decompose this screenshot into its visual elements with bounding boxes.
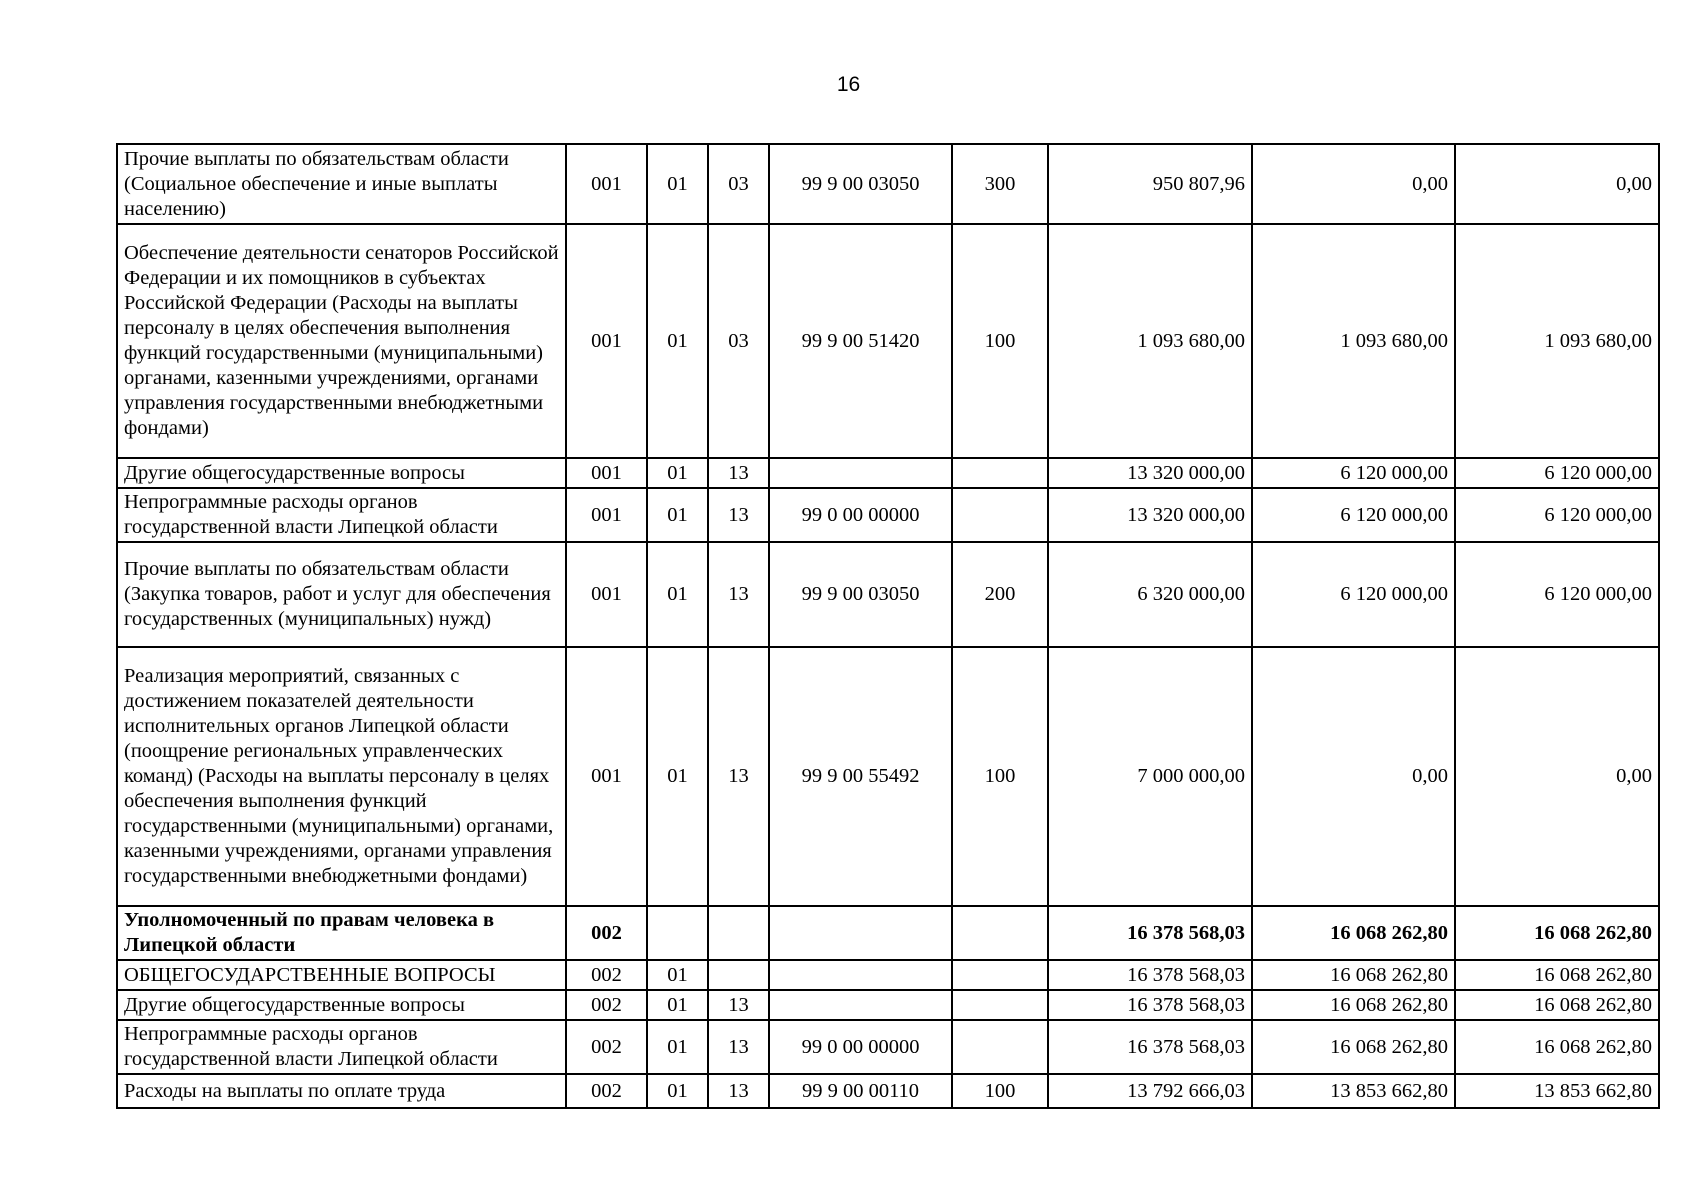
amount-year-1-cell: 7 000 000,00 <box>1048 647 1252 906</box>
expense-type-cell: 200 <box>952 542 1048 647</box>
grbs-code-cell: 001 <box>566 224 647 458</box>
amount-year-1-cell: 950 807,96 <box>1048 144 1252 224</box>
subsection-code-cell: 13 <box>708 647 769 906</box>
expense-type-cell <box>952 990 1048 1020</box>
amount-year-1-cell: 16 378 568,03 <box>1048 1020 1252 1074</box>
section-code-cell: 01 <box>647 960 708 990</box>
expense-type-cell <box>952 906 1048 960</box>
subsection-code-cell: 13 <box>708 1020 769 1074</box>
amount-year-1-cell: 16 378 568,03 <box>1048 960 1252 990</box>
expense-name-cell: Обеспечение деятельности сенаторов Российской Федерации и их помощников в субъектах Российской Федерации (Расходы на выплаты персоналу в целях обеспечения выполнения функций государственными (муниципальными) органами, казенными учреждениями, органами управления государственными внебюджетными фондами) <box>117 224 566 458</box>
grbs-code-cell: 002 <box>566 906 647 960</box>
amount-year-1-cell: 16 378 568,03 <box>1048 990 1252 1020</box>
grbs-code-cell: 001 <box>566 542 647 647</box>
amount-year-1-cell: 13 320 000,00 <box>1048 458 1252 488</box>
amount-year-1-cell: 13 320 000,00 <box>1048 488 1252 542</box>
target-article-cell: 99 9 00 03050 <box>769 542 952 647</box>
expense-type-cell: 100 <box>952 224 1048 458</box>
amount-year-3-cell: 0,00 <box>1455 144 1659 224</box>
table-row <box>117 990 1659 1020</box>
amount-year-2-cell: 16 068 262,80 <box>1252 990 1455 1020</box>
target-article-cell <box>769 990 952 1020</box>
amount-year-3-cell: 16 068 262,80 <box>1455 990 1659 1020</box>
expense-name-cell: Реализация мероприятий, связанных с достижением показателей деятельности исполнительных органов Липецкой области (поощрение региональных управленческих команд) (Расходы на выплаты персоналу в целях обеспечения выполнения функций государственными (муниципальными) органами, казенными учреждениями, органами управления государственными внебюджетными фондами) <box>117 647 566 906</box>
table-row <box>117 960 1659 990</box>
amount-year-2-cell: 16 068 262,80 <box>1252 1020 1455 1074</box>
subsection-code-cell: 13 <box>708 488 769 542</box>
table-row <box>117 1074 1659 1108</box>
subsection-code-cell: 13 <box>708 1074 769 1108</box>
grbs-code-cell: 002 <box>566 960 647 990</box>
amount-year-3-cell: 6 120 000,00 <box>1455 458 1659 488</box>
table-row <box>117 224 1659 458</box>
section-code-cell: 01 <box>647 1074 708 1108</box>
grbs-code-cell: 001 <box>566 144 647 224</box>
amount-year-3-cell: 16 068 262,80 <box>1455 1020 1659 1074</box>
expense-type-cell <box>952 1020 1048 1074</box>
grbs-code-cell: 002 <box>566 1020 647 1074</box>
expense-name-cell: Другие общегосударственные вопросы <box>117 990 566 1020</box>
subsection-code-cell: 03 <box>708 144 769 224</box>
amount-year-3-cell: 16 068 262,80 <box>1455 960 1659 990</box>
amount-year-1-cell: 1 093 680,00 <box>1048 224 1252 458</box>
table-row <box>117 458 1659 488</box>
target-article-cell: 99 9 00 55492 <box>769 647 952 906</box>
section-code-cell: 01 <box>647 458 708 488</box>
amount-year-3-cell: 16 068 262,80 <box>1455 906 1659 960</box>
section-code-cell: 01 <box>647 488 708 542</box>
amount-year-1-cell: 13 792 666,03 <box>1048 1074 1252 1108</box>
table-row <box>117 144 1659 224</box>
amount-year-2-cell: 16 068 262,80 <box>1252 960 1455 990</box>
grbs-code-cell: 001 <box>566 647 647 906</box>
amount-year-1-cell: 16 378 568,03 <box>1048 906 1252 960</box>
subsection-code-cell: 13 <box>708 990 769 1020</box>
amount-year-2-cell: 6 120 000,00 <box>1252 458 1455 488</box>
expense-name-cell: Непрограммные расходы органов государственной власти Липецкой области <box>117 488 566 542</box>
amount-year-2-cell: 0,00 <box>1252 144 1455 224</box>
expense-name-cell: Непрограммные расходы органов государственной власти Липецкой области <box>117 1020 566 1074</box>
amount-year-2-cell: 6 120 000,00 <box>1252 542 1455 647</box>
subsection-code-cell <box>708 960 769 990</box>
expense-type-cell <box>952 458 1048 488</box>
subsection-code-cell: 03 <box>708 224 769 458</box>
section-code-cell: 01 <box>647 542 708 647</box>
target-article-cell: 99 9 00 03050 <box>769 144 952 224</box>
grbs-code-cell: 001 <box>566 458 647 488</box>
target-article-cell <box>769 960 952 990</box>
subsection-code-cell <box>708 906 769 960</box>
target-article-cell: 99 9 00 51420 <box>769 224 952 458</box>
target-article-cell <box>769 458 952 488</box>
amount-year-2-cell: 16 068 262,80 <box>1252 906 1455 960</box>
amount-year-2-cell: 6 120 000,00 <box>1252 488 1455 542</box>
section-code-cell: 01 <box>647 647 708 906</box>
target-article-cell: 99 9 00 00110 <box>769 1074 952 1108</box>
expense-type-cell: 100 <box>952 1074 1048 1108</box>
expense-name-cell: Прочие выплаты по обязательствам области (Социальное обеспечение и иные выплаты населению) <box>117 144 566 224</box>
expense-name-cell: Расходы на выплаты по оплате труда <box>117 1074 566 1108</box>
amount-year-3-cell: 0,00 <box>1455 647 1659 906</box>
amount-year-3-cell: 6 120 000,00 <box>1455 488 1659 542</box>
section-code-cell: 01 <box>647 144 708 224</box>
expense-type-cell <box>952 488 1048 542</box>
expense-type-cell: 300 <box>952 144 1048 224</box>
grbs-code-cell: 001 <box>566 488 647 542</box>
subsection-code-cell: 13 <box>708 458 769 488</box>
budget-table <box>116 143 1660 1109</box>
target-article-cell: 99 0 00 00000 <box>769 1020 952 1074</box>
section-code-cell: 01 <box>647 990 708 1020</box>
table-row <box>117 1020 1659 1074</box>
table-row <box>117 488 1659 542</box>
expense-name-cell: ОБЩЕГОСУДАРСТВЕННЫЕ ВОПРОСЫ <box>117 960 566 990</box>
expense-name-cell: Прочие выплаты по обязательствам области (Закупка товаров, работ и услуг для обеспечения государственных (муниципальных) нужд) <box>117 542 566 647</box>
amount-year-3-cell: 13 853 662,80 <box>1455 1074 1659 1108</box>
section-code-cell <box>647 906 708 960</box>
amount-year-2-cell: 1 093 680,00 <box>1252 224 1455 458</box>
expense-name-cell: Другие общегосударственные вопросы <box>117 458 566 488</box>
expense-name-cell: Уполномоченный по правам человека в Липецкой области <box>117 906 566 960</box>
grbs-code-cell: 002 <box>566 1074 647 1108</box>
expense-type-cell: 100 <box>952 647 1048 906</box>
amount-year-2-cell: 0,00 <box>1252 647 1455 906</box>
amount-year-3-cell: 6 120 000,00 <box>1455 542 1659 647</box>
table-row <box>117 542 1659 647</box>
subsection-code-cell: 13 <box>708 542 769 647</box>
page-number: 16 <box>836 73 861 96</box>
section-code-cell: 01 <box>647 224 708 458</box>
table-row <box>117 647 1659 906</box>
target-article-cell <box>769 906 952 960</box>
table-row-section-total <box>117 906 1659 960</box>
section-code-cell: 01 <box>647 1020 708 1074</box>
amount-year-3-cell: 1 093 680,00 <box>1455 224 1659 458</box>
amount-year-2-cell: 13 853 662,80 <box>1252 1074 1455 1108</box>
grbs-code-cell: 002 <box>566 990 647 1020</box>
target-article-cell: 99 0 00 00000 <box>769 488 952 542</box>
expense-type-cell <box>952 960 1048 990</box>
amount-year-1-cell: 6 320 000,00 <box>1048 542 1252 647</box>
